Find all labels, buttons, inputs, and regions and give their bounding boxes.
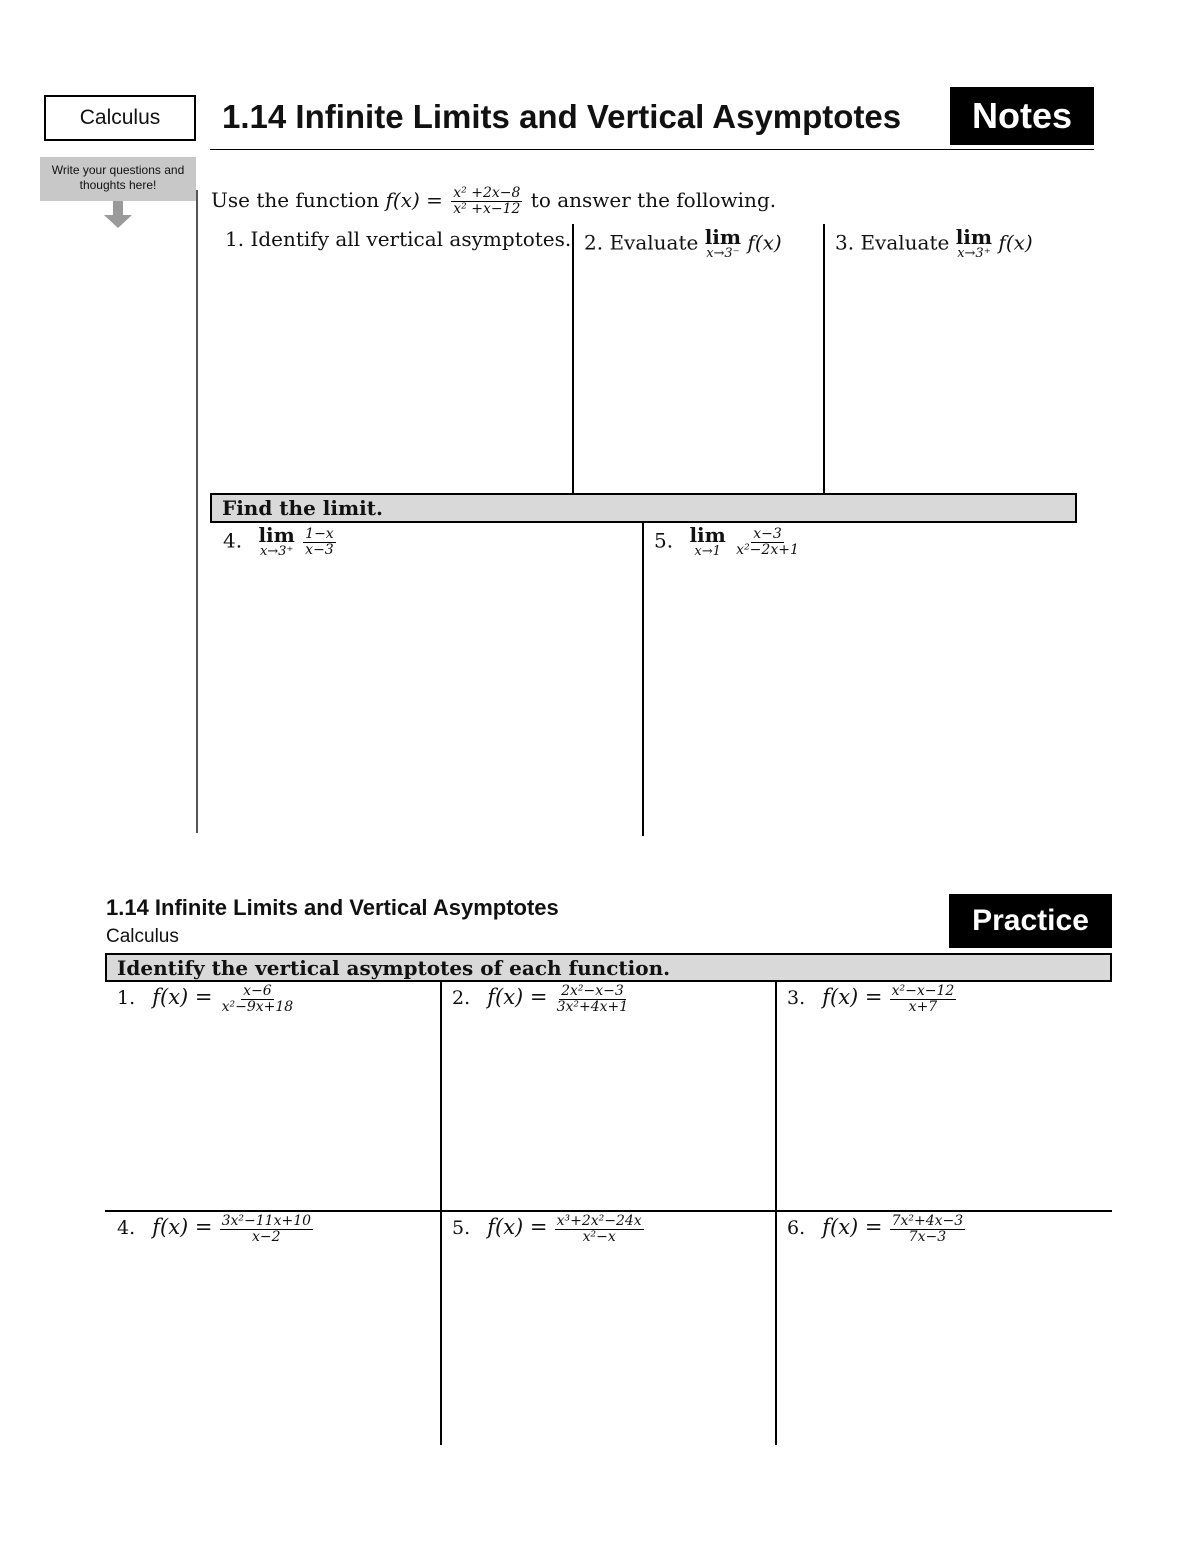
- row-divider: [105, 1210, 1112, 1212]
- down-arrow-icon: [104, 201, 132, 228]
- column-divider: [775, 982, 777, 1445]
- question-5-denominator: x²−2x+1: [736, 541, 799, 558]
- practice-problem: [787, 984, 958, 1015]
- margin-divider: [196, 190, 198, 833]
- practice-problem: [117, 984, 297, 1015]
- lim-operator: lim: [258, 523, 295, 547]
- question-4-limit: [258, 525, 294, 559]
- function-label: f(x) =: [822, 985, 883, 1009]
- practice-problem: [787, 1214, 967, 1245]
- question-3-function: f(x): [998, 230, 1033, 255]
- question-4: [223, 525, 338, 559]
- question-4-numerator: 1−x: [305, 525, 334, 542]
- notes-badge-label: Notes: [971, 95, 1073, 136]
- question-2-label: 2. Evaluate: [584, 230, 705, 255]
- intro-denominator: x² +x−12: [453, 201, 521, 217]
- column-divider: [440, 982, 442, 1445]
- denominator: x−2: [252, 1229, 281, 1245]
- problem-fraction: [890, 1214, 966, 1245]
- column-divider: [572, 224, 574, 494]
- denominator: x+7: [908, 999, 938, 1015]
- question-2-function: f(x): [747, 230, 782, 255]
- column-divider: [823, 224, 825, 494]
- numerator: x−6: [243, 983, 272, 999]
- numerator: x²−x−12: [891, 983, 955, 999]
- function-label: f(x) =: [487, 1215, 548, 1239]
- intro-after: to answer the following.: [524, 188, 777, 212]
- practice-title: 1.14 Infinite Limits and Vertical Asymptotes: [106, 895, 559, 920]
- problem-number: 6.: [787, 1217, 806, 1239]
- limit-approach: x→3⁺: [259, 544, 294, 559]
- question-3: [835, 227, 1033, 261]
- margin-note-box: [40, 157, 196, 201]
- denominator: x²−x: [582, 1229, 616, 1245]
- intro-fraction: [451, 186, 522, 217]
- question-4-denominator: x−3: [305, 541, 334, 558]
- problem-fraction: [220, 1214, 313, 1245]
- page-title: 1.14 Infinite Limits and Vertical Asymptotes: [222, 98, 902, 135]
- problem-number: 3.: [787, 987, 806, 1009]
- function-label: f(x) =: [152, 985, 213, 1009]
- question-3-label: 3. Evaluate: [835, 230, 956, 255]
- problem-fraction: [220, 984, 296, 1015]
- question-2: [584, 227, 782, 261]
- numerator: x³+2x²−24x: [556, 1213, 642, 1229]
- practice-problem: [452, 984, 632, 1015]
- practice-course: Calculus: [106, 926, 179, 947]
- question-5-fraction: [734, 527, 801, 558]
- question-5-limit: [689, 525, 725, 559]
- problem-fraction: [555, 984, 631, 1015]
- question-4-label: 4.: [223, 528, 243, 553]
- practice-badge: [949, 894, 1112, 948]
- denominator: 7x−3: [908, 1229, 947, 1245]
- practice-badge-label: Practice: [972, 904, 1089, 937]
- lim-operator: lim: [704, 225, 742, 249]
- limit-approach: x→1: [694, 544, 721, 559]
- course-label-box: [44, 95, 196, 141]
- denominator: x²−9x+18: [221, 999, 294, 1015]
- margin-note-text: Write your questions and thoughts here!: [51, 163, 185, 192]
- question-5-numerator: x−3: [753, 525, 782, 542]
- intro-function: f(x) =: [385, 188, 443, 212]
- section-bar-label: Find the limit.: [222, 496, 383, 520]
- intro-before: Use the function: [211, 188, 386, 212]
- limit-approach: x→3⁻: [706, 246, 740, 261]
- question-1: 1. Identify all vertical asymptotes.: [225, 227, 572, 251]
- problem-number: 2.: [452, 987, 471, 1009]
- practice-problem: [452, 1214, 646, 1245]
- intro-text: [211, 186, 776, 217]
- numerator: 7x²+4x−3: [891, 1213, 964, 1229]
- denominator: 3x²+4x+1: [556, 999, 629, 1015]
- problem-number: 1.: [117, 987, 136, 1009]
- lim-operator: lim: [955, 225, 993, 249]
- section-bar-label: Identify the vertical asymptotes of each function.: [117, 955, 671, 980]
- title-divider: [210, 149, 1094, 150]
- limit-approach: x→3⁺: [957, 246, 991, 261]
- notes-badge: [950, 87, 1094, 145]
- numerator: 3x²−11x+10: [221, 1213, 312, 1229]
- function-label: f(x) =: [487, 985, 548, 1009]
- section-bar-find-limit: [210, 493, 1077, 523]
- function-label: f(x) =: [822, 1215, 883, 1239]
- question-2-limit: [705, 227, 741, 261]
- question-4-fraction: [303, 527, 336, 558]
- lim-operator: lim: [689, 523, 726, 547]
- question-3-limit: [956, 227, 992, 261]
- intro-numerator: x² +2x−8: [453, 185, 521, 201]
- function-label: f(x) =: [152, 1215, 213, 1239]
- practice-problem: [117, 1214, 315, 1245]
- numerator: 2x²−x−3: [561, 983, 624, 999]
- problem-number: 5.: [452, 1217, 471, 1239]
- problem-number: 4.: [117, 1217, 136, 1239]
- column-divider: [642, 523, 644, 836]
- question-5-label: 5.: [654, 528, 674, 553]
- problem-fraction: [890, 984, 957, 1015]
- course-label: Calculus: [79, 106, 161, 129]
- problem-fraction: [555, 1214, 644, 1245]
- question-5: [654, 525, 803, 559]
- section-bar-identify-asymptotes: [105, 953, 1112, 982]
